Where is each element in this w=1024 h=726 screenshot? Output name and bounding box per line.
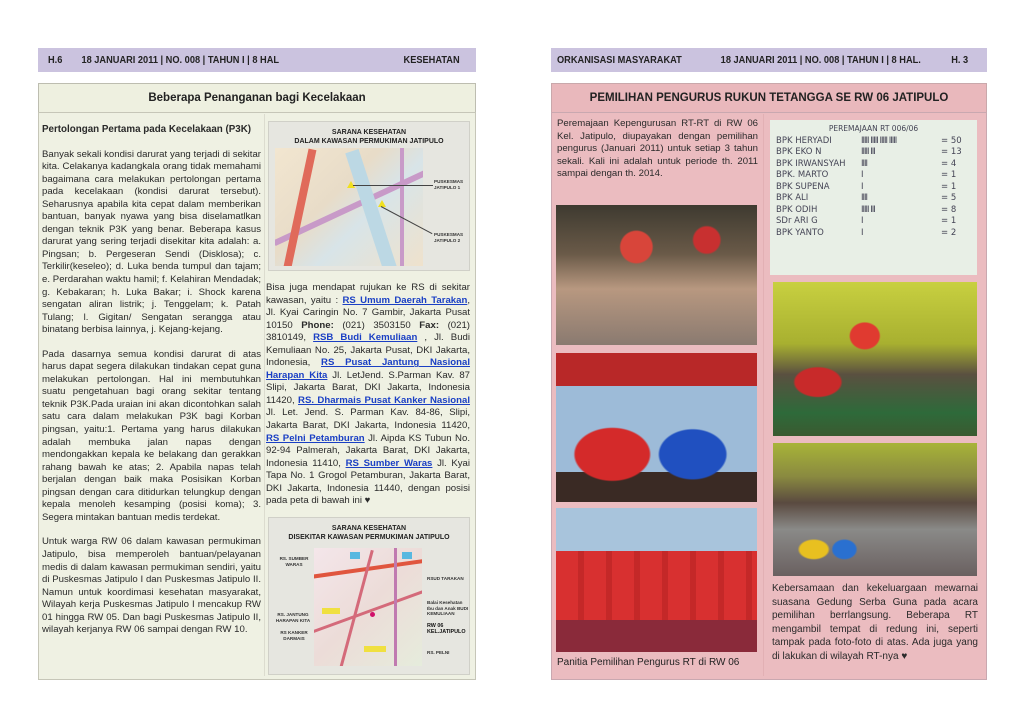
map-label: PUSKESMAS JATIPULO 2	[434, 232, 464, 243]
intro-text: Peremajaan Kepengurusan RT-RT di RW 06 Kel. Jatipulo, diupayakan dengan pemilihan pengurus (Januari 2011) untuk setiap 3 tahun sekali. Kali ini adalah untuk periode th. 2011 sampai dengan th. 2014.	[557, 118, 758, 180]
vote-count: = 1	[941, 170, 957, 181]
phone-number: (021) 3503150	[333, 319, 420, 331]
text: Jl. LetJend. S.Parman Kav. 87 Slipi, Jakarta Barat, DKI Jakarta, Indonesia 11420,	[266, 369, 470, 406]
map-title: SARANA KESEHATAN	[331, 525, 407, 532]
text: , Jl. Budi Kemuliaan No. 25, Jakarta Pusat, DKI Jakarta, Indonesia,	[266, 332, 470, 369]
photo-handover	[556, 353, 757, 502]
tally: IIII	[861, 193, 868, 204]
map-label: RS. SUMBER WARAS	[279, 556, 309, 567]
tally: I	[861, 181, 863, 192]
column-divider	[763, 114, 764, 676]
photo-residents-meeting	[556, 205, 757, 345]
photo-hall-gathering	[773, 282, 977, 436]
candidate-name: BPK ALI	[776, 193, 809, 204]
issue-info: 18 JANUARI 2011 | NO. 008 | TAHUN I | 8 HAL.	[720, 54, 921, 66]
vote-count: = 4	[941, 158, 957, 169]
referral-hospitals-text	[266, 282, 470, 508]
health-facilities-map	[268, 121, 470, 271]
map-label: RSUD TARAKAN	[427, 576, 464, 581]
phone-label: Phone:	[301, 319, 334, 331]
photo-caption: Panitia Pemilihan Pengurus RT di RW 06	[557, 657, 740, 668]
link-rs-sumber-waras[interactable]: RS Sumber Waras	[345, 457, 433, 469]
vote-count: = 50	[941, 135, 962, 146]
page-number: H.6	[48, 54, 63, 66]
map-label: RS. PELNI	[427, 650, 450, 655]
vote-count: = 8	[941, 204, 957, 215]
page-number: H. 3	[951, 54, 969, 66]
tally: IIIII IIIII IIIII IIIII	[861, 135, 897, 146]
candidate-name: BPK HERYADI	[776, 135, 832, 146]
candidate-name: BPK IRWANSYAH	[776, 158, 846, 169]
map-label: Balai Kesehatan Ibu dan Anak BUDI KEMULIAAN	[427, 600, 469, 616]
tally: I	[861, 170, 863, 181]
photo-whiteboard-tally	[770, 120, 977, 275]
rw06-marker	[370, 612, 375, 617]
map-label: RS KANKER DARMAIS	[280, 630, 308, 641]
left-column	[42, 124, 261, 649]
right-page	[551, 48, 987, 680]
map-label: PUSKESMAS JATIPULO 1	[434, 179, 464, 190]
tally: IIII	[861, 158, 868, 169]
fax-number: (021) 3810149,	[266, 319, 470, 344]
map-subtitle: DISEKITAR KAWASAN PERMUKIMAN JATIPULO	[288, 534, 450, 541]
vote-count: = 5	[941, 193, 957, 204]
section-subtitle: Pertolongan Pertama pada Kecelakaan (P3K)	[42, 124, 252, 135]
paragraph: Untuk warga RW 06 dalam kawasan permukiman Jatipulo, bisa memperoleh bantuan/pelayanan medis di dalam kawasan permukiman sendiri, yaitu di Puskesmas Jatipulo I dan Puskesmas Jatipulo II. Namun untuk koordimasi kesehatan masyarakat, Wilayah kerja Puskesmas Jatipulo I mencakup RW 01 hingga RW 05. Dan bagi Puskesmas Jatipulo II, wilayah kerjanya RW 06 sampai dengan RW 10.	[42, 536, 261, 636]
map-image	[275, 148, 423, 266]
candidate-name: BPK ODIH	[776, 204, 818, 215]
column-divider	[264, 114, 265, 676]
vote-count: = 1	[941, 216, 957, 227]
map-image	[314, 548, 422, 666]
tally: IIIII III	[861, 204, 875, 215]
article-title-box	[551, 83, 987, 113]
candidate-name: BPK EKO N	[776, 147, 822, 158]
text: Bisa juga mendapat rujukan ke RS di sekitar kawasan, yaitu :	[266, 282, 470, 306]
map-label: RW 06 KEL.JATIPULO	[427, 623, 466, 635]
text: Jl. Kyai Tapa No. 1 Grogol Petamburan, Jakarta Barat, DKI Jakarta, Indonesia 11440, dengan posisi pada peta di bawah ini ♥	[266, 457, 470, 507]
map-subtitle: DALAM KAWASAN PERMUKIMAN JATIPULO	[294, 138, 444, 145]
tally: I	[861, 227, 863, 238]
text: Jl. Aipda KS Tubun No. 92-94 Palmerah, Jakarta Barat, DKI Jakarta, Indonesia 11410,	[266, 432, 470, 469]
photo-children-hall	[773, 443, 977, 576]
map-title: SARANA KESEHATAN	[331, 129, 407, 136]
issue-info: 18 JANUARI 2011 | NO. 008 | TAHUN I | 8 HAL	[81, 54, 280, 66]
whiteboard-heading: PEREMAJAAN RT 006/06	[828, 124, 919, 133]
tally: I	[861, 216, 863, 227]
vote-count: = 1	[941, 181, 957, 192]
link-rsb-budi-kemuliaan[interactable]: RSB Budi Kemuliaan	[313, 332, 418, 344]
surrounding-facilities-map	[268, 517, 470, 675]
text: , Jl. Kyai Caringin No. 7 Gambir, Jakarta Pusat 10150	[266, 294, 470, 331]
left-page	[38, 48, 476, 680]
section-name: KESEHATAN	[403, 54, 460, 66]
article-title-box	[38, 83, 476, 113]
text: Jl. Let. Jend. S. Parman Kav. 84-86, Slipi, Jakarta Barat, DKI Jakarta, Indonesia 11420,	[266, 407, 470, 432]
link-rs-dharmais[interactable]: RS. Dharmais Pusat Kanker Nasional	[298, 394, 470, 406]
candidate-name: BPK YANTO	[776, 227, 824, 238]
candidate-name: BPK SUPENA	[776, 181, 830, 192]
paragraph: Banyak sekali kondisi darurat yang terjadi di sekitar kita. Celakanya kadangkala orang tidak memahami bagaimana cara melakukan pertolongan pertama pada kecelakaan (kondisi darurat tersebut). Seharusnya apabila kita cepat dalam memberikan bantuan, banyak nyawa yang bisa diselamatlkan dengan teknik P3K yang benar. Beberapa kasus darurat yang sering terjadi disekitar kita adalah: a. Pingsan; b. Pergeseran Sendi (Disklosa); c. Terkilir(keseleo); d. Luka benda tumpul dan tajam; e. Perdarahan waktu hamil; f. Kelahiran Mendadak; g. Kebakaran; h. Luka Bakar; i. Shock karena sengatan aliran listrik; j. Tenggelam; k. Patah Tulang; l. Gigitan/ Sengatan serangga atau binatang berbisa lainnya, j. Kejang-kejang.	[42, 148, 261, 336]
vote-count: = 2	[941, 227, 957, 238]
left-header	[48, 48, 470, 72]
photo-committee	[556, 508, 757, 652]
candidate-name: SDr ARI G	[776, 216, 818, 227]
right-header	[557, 48, 988, 72]
link-rs-harapan-kita[interactable]: RS Pusat Jantung Nasional Harapan Kita	[266, 357, 470, 381]
paragraph: Pada dasarnya semua kondisi darurat di atas harus dapat segera dilakukan tindakan cepat guna melakukan pertolongan. Hal ini membutuhkan suatu pengetahuan bagi orang sekitar tentang teknik P3K.Pada uraian ini akan dicontohkan salah satu cara dalam melakukan P3K bagi Korban pingsan, yaitu:1. Pertama yang harus dilakukan adalah membuka jalan napas dengan mendongakkan kepala ke belakang dan gerakkan rahang bawah ke atas; 2. Apabila napas telah berjalan dengan baik maka Posisikan Korban pingsan dengan cara ditidurkan telungkup dengan kepala menoleh kesamping (posisi koma); 3. Segera mintakan bantuan medis terdekat.	[42, 348, 261, 523]
article-title: Beberapa Penanganan bagi Kecelakaan	[148, 92, 366, 104]
map-label: RS. JANTUNG HARAPAN KITA	[275, 612, 311, 623]
fax-label: Fax:	[419, 319, 440, 331]
link-rsud-tarakan[interactable]: RS Umum Daerah Tarakan	[342, 294, 468, 306]
link-rs-pelni[interactable]: RS Pelni Petamburan	[266, 432, 365, 444]
tally: IIIII III	[861, 147, 875, 158]
vote-count: = 13	[941, 147, 962, 158]
candidate-name: BPK. MARTO	[776, 170, 829, 181]
article-title: PEMILIHAN PENGURUS RUKUN TETANGGA SE RW 06 JATIPULO	[589, 92, 949, 104]
section-name: ORKANISASI MASYARAKAT	[557, 54, 682, 66]
closing-text: Kebersamaan dan kekeluargaan mewarnai suasana Gedung Serba Guna pada acara pemilihan berrlangsung. Beberapa RT mengambil tempat di redung ini, seperti tampak pada foto-foto di atas. Ada juga yang di lakukan di wilayah RT-nya ♥	[772, 583, 978, 662]
